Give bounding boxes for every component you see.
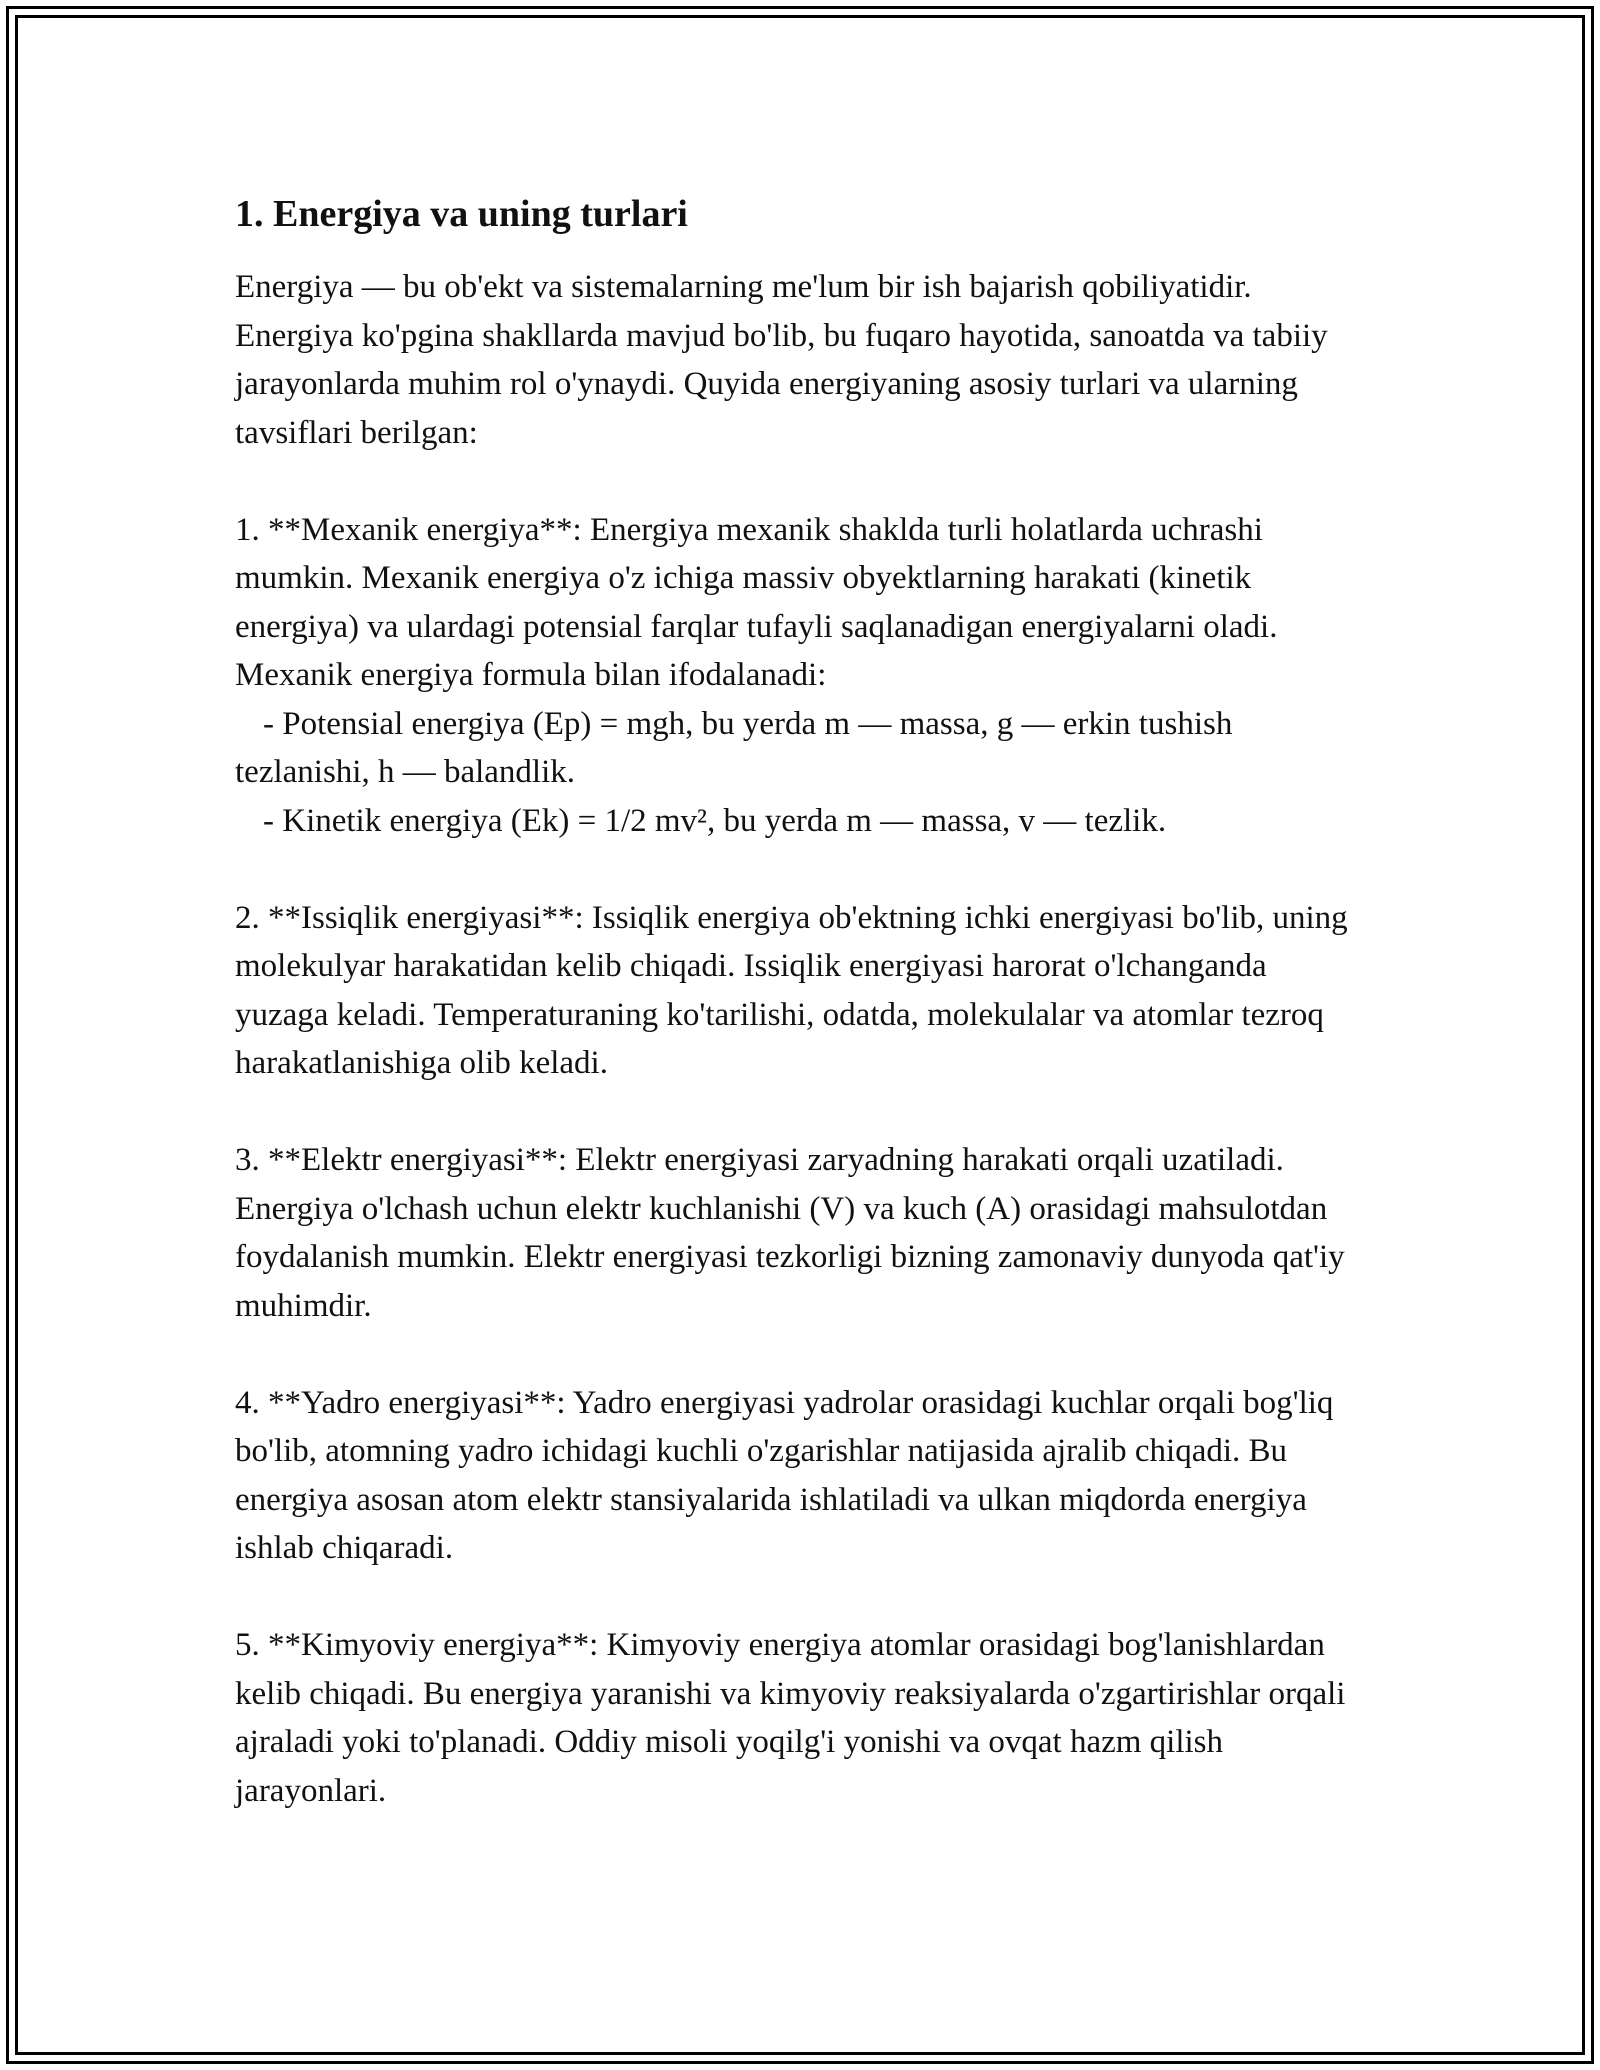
list-item-electric — [235, 1136, 1365, 1330]
list-item-text: 1. **Mexanik energiya**: Energiya mexanik shaklda turli holatlarda uchrashi mumkin. Mexanik energiya o'z ichiga massiv obyektlarning harakati (kinetik energiya) va ulardagi potensial farqlar tufayli saqlanadigan energiyalarni oladi. Mexanik energiya formula bilan ifodalanadi: — [235, 511, 1278, 693]
list-item-nuclear — [235, 1379, 1365, 1573]
list-item-text: 2. **Issiqlik energiyasi**: Issiqlik energiya ob'ektning ichki energiyasi bo'lib, uning molekulyar harakatidan kelib chiqadi. Issiqlik energiyasi harorat o'lchanganda yuzaga keladi. Temperaturaning ko'tarilishi, odatda, molekulalar va atomlar tezroq harakatlanishiga olib keladi. — [235, 899, 1348, 1081]
list-item-text: 5. **Kimyoviy energiya**: Kimyoviy energiya atomlar orasidagi bog'lanishlardan kelib chiqadi. Bu energiya yaranishi va kimyoviy reaksiyalarda o'zgartirishlar orqali ajraladi yoki to'planadi. Oddiy misoli yoqilg'i yonishi va ovqat hazm qilish jarayonlari. — [235, 1627, 1346, 1809]
list-item-chemical — [235, 1621, 1365, 1815]
list-item-text: 3. **Elektr energiyasi**: Elektr energiyasi zaryadning harakati orqali uzatiladi. Energiya o'lchash uchun elektr kuchlanishi (V) va kuch (A) orasidagi mahsulotdan foydalanish mumkin. Elektr energiyasi tezkorligi bizning zamonaviy dunyoda qat'iy muhimdir. — [235, 1142, 1345, 1324]
formula-potential: - Potensial energiya (Ep) = mgh, bu yerda m — massa, g — erkin tushish tezlanishi, h — balandlik. — [235, 705, 1233, 790]
document-body — [235, 190, 1365, 1864]
intro-paragraph: Energiya — bu ob'ekt va sistemalarning me'lum bir ish bajarish qobiliyatidir. Energiya ko'pgina shakllarda mavjud bo'lib, bu fuqaro hayotida, sanoatda va tabiiy jarayonlarda muhim rol o'ynaydi. Quyida energiyaning asosiy turlari va ularning tavsiflari berilgan: — [235, 269, 1328, 451]
page-title: 1. Energiya va uning turlari — [235, 193, 688, 235]
list-item-mechanical — [235, 506, 1365, 846]
list-item-thermal — [235, 894, 1365, 1088]
list-item-text: 4. **Yadro energiyasi**: Yadro energiyasi yadrolar orasidagi kuchlar orqali bog'liq bo'lib, atomning yadro ichidagi kuchli o'zgarishlar natijasida ajralib chiqadi. Bu energiya asosan atom elektr stansiyalarida ishlatiladi va ulkan miqdorda energiya ishlab chiqaradi. — [235, 1384, 1334, 1566]
formula-kinetic: - Kinetik energiya (Ek) = 1/2 mv², bu yerda m — massa, v — tezlik. — [263, 802, 1167, 839]
